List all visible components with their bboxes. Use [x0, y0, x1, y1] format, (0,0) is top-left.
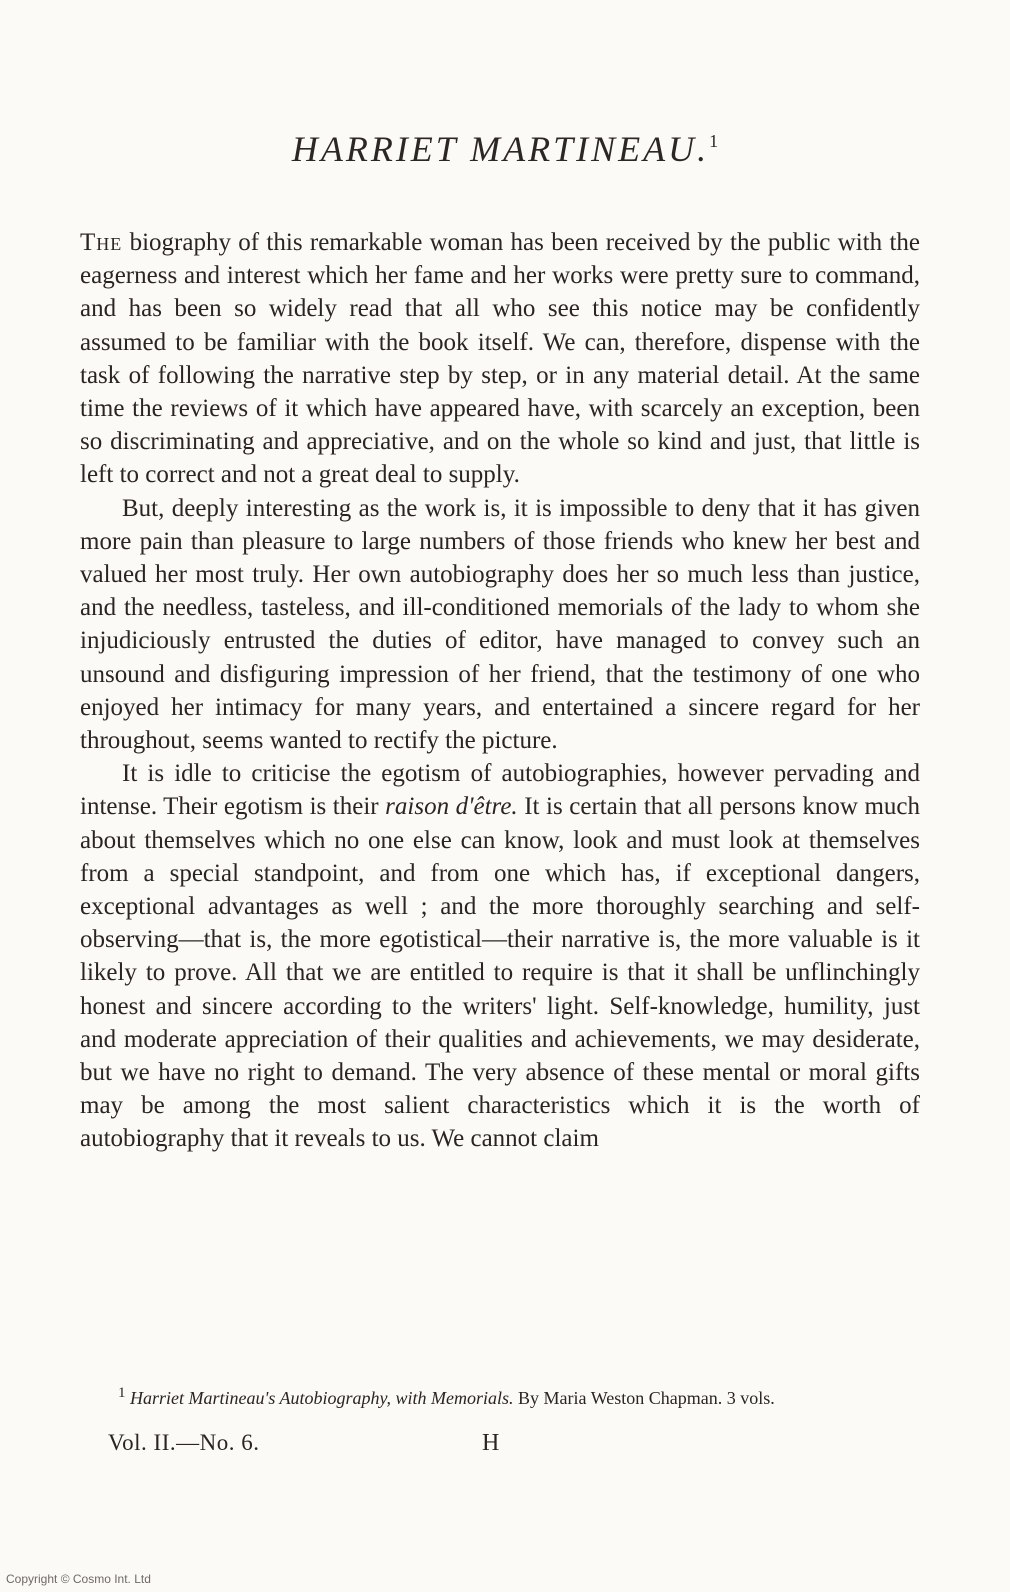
paragraph-2: But, deeply interesting as the work is, it is impossible to deny that it has given more pain than pleasure to large numbers of those friends who knew her best and valued her most truly. Her own autobiography does her so much less than justice, and the needless, tasteless, and ill-conditioned memorials of the lady to whom she injudiciously entrusted the duties of editor, have managed to convey such an unsound and disfiguring impression of her friend, that the testimony of one who enjoyed her intimacy for many years, and entertained a sincere regard for her throughout, seems wanted to rectify the picture.	[80, 494, 920, 755]
footnote: $^1$ Harriet Martineau's Autobiography, with Memorials. By Maria Weston Chapman. 3 vols.	[118, 1385, 775, 1408]
paragraph-3: It is idle to criticise the egotism of autobiographies, however pervading and intense. Their egotism is their raison d'être. It is certain that all persons know much about themselves which no one else can know, look and must look at themselves from a special standpoint, and from one which has, if exceptional dangers, exceptional advantages as well ; and the more thoroughly searching and self-observing—that is, the more egotistical—their narrative is, the more valuable is it likely to prove. All that we are entitled to require is that it shall be unflinchingly honest and sincere according to the writers' light. Self-knowledge, humility, just and moderate appreciation of their qualities and achievements, we may desiderate, but we have no right to demand. The very absence of these mental or moral gifts may be among the most salient characteristics which it is the worth of autobiography that it reveals to us. We cannot claim	[80, 760, 920, 1153]
article-title: HARRIET MARTINEAU.$^1$	[291, 129, 719, 169]
paragraph-1: The biography of this remarkable woman has been received by the public with the eagerness and interest which her fame and her works were pretty sure to command, and has been so widely read that all who see this notice may be confidently assumed to be familiar with the book itself. We can, therefore, dispense with the task of following the narrative step by step, or in any material detail. At the same time the reviews of it which have appeared have, with scarcely an exception, been so discriminating and appreciative, and on the whole so kind and just, that little is left to correct and not a great deal to supply.	[80, 229, 920, 489]
signature-mark: H	[482, 1430, 500, 1456]
volume-line: Vol. II.—No. 6.	[108, 1430, 260, 1455]
title-footnote-mark: 1	[709, 131, 719, 151]
watermark: Copyright © Cosmo Int. Ltd	[6, 1572, 151, 1586]
footnote-title: Harriet Martineau's Autobiography, with Memorials.	[130, 1388, 514, 1408]
article-body	[80, 226, 920, 1156]
opening-word: The	[80, 229, 123, 256]
italic-phrase: raison d'être.	[385, 793, 518, 821]
